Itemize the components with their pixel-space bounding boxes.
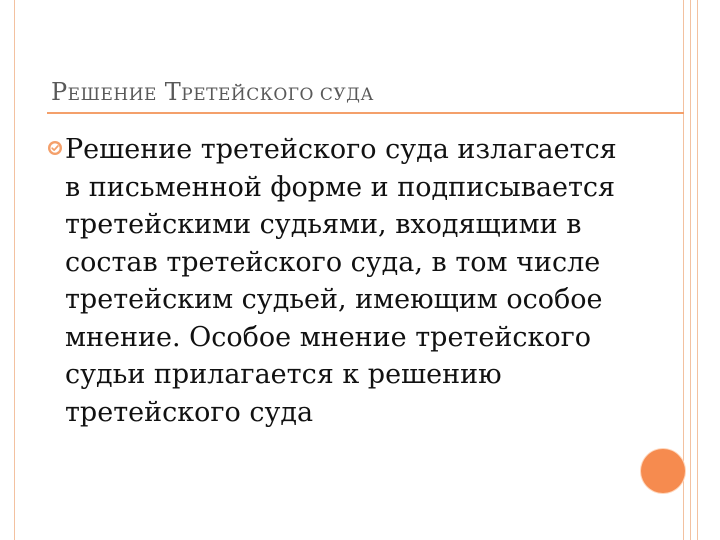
title-divider [47, 112, 684, 114]
title-capital: Т [164, 78, 182, 106]
circle-check-bullet-icon [47, 140, 63, 156]
bullet-text: Решение третейского суда излагается в письменной форме и подписывается третейскими судьями, входящими в состав третейского суда, в том числе третейским судьей, имеющим особое мнение. Особое мнение третейского судьи прилагается к решению третейского суда [65, 134, 617, 428]
frame-line [690, 0, 691, 540]
title-smallcaps: ЕШЕНИЕ [67, 85, 157, 105]
decorative-circle [641, 449, 685, 493]
frame-line [697, 0, 698, 540]
slide-title [51, 78, 374, 106]
title-capital: Р [51, 78, 68, 106]
title-smallcaps: РЕТЕЙСКОГО СУДА [181, 85, 374, 105]
